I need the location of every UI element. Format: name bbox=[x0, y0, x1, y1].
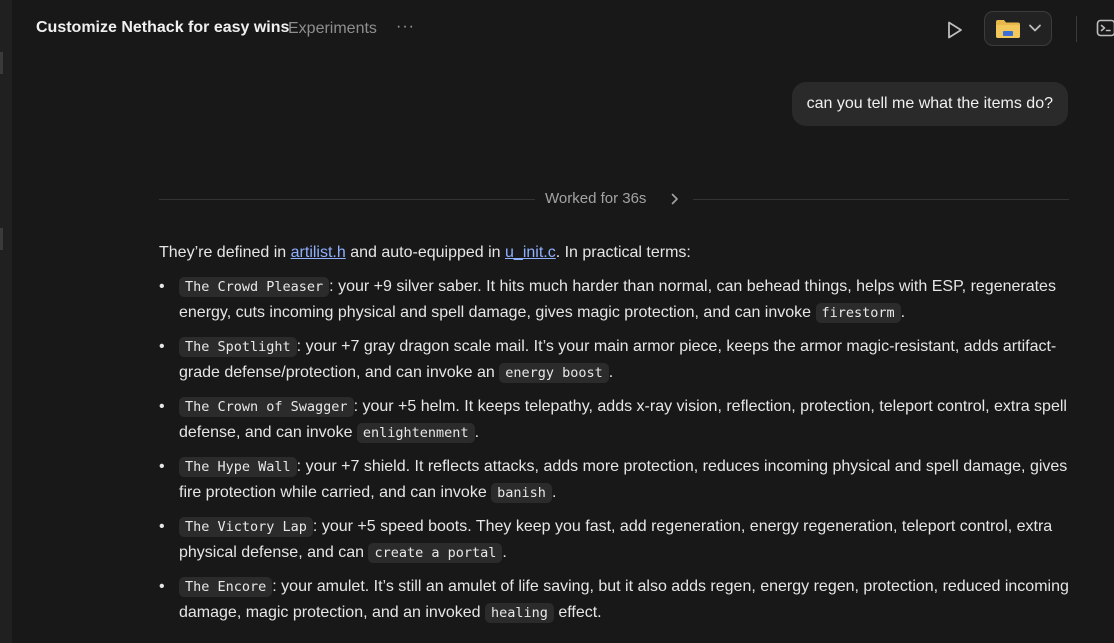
folder-icon bbox=[995, 19, 1021, 39]
item-suffix: . bbox=[608, 364, 614, 381]
item-description: : your +7 shield. It reflects attacks, adds more protection, reduces incoming physical and spell damage, gives fire protection while carried, and can invoke bbox=[179, 458, 1068, 501]
assistant-response bbox=[159, 240, 1074, 634]
invoke-code: energy boost bbox=[499, 363, 609, 383]
artilist-link[interactable]: artilist.h bbox=[290, 244, 346, 261]
item-name-code: The Spotlight bbox=[179, 337, 297, 357]
item-name-code: The Victory Lap bbox=[179, 517, 313, 537]
gutter-marker bbox=[0, 52, 3, 74]
item-description: : your +5 helm. It keeps telepathy, adds x-ray vision, reflection, protection, teleport control, extra spell defense, and can invoke bbox=[179, 398, 1067, 441]
item-description: : your +5 speed boots. They keep you fast, add regeneration, energy regeneration, teleport control, extra physical defense, and can bbox=[179, 518, 1053, 561]
thread-title: Customize Nethack for easy wins bbox=[36, 19, 290, 36]
item-description: : your +7 gray dragon scale mail. It’s your main armor piece, keeps the armor magic-resistant, adds artifact-grade defense/protection, and can invoke an bbox=[179, 338, 1057, 381]
bullet: • bbox=[159, 398, 165, 415]
intro-paragraph bbox=[159, 240, 1074, 266]
chevron-right-icon bbox=[669, 192, 681, 206]
invoke-code: enlightenment bbox=[357, 423, 475, 443]
bullet: • bbox=[159, 338, 165, 355]
item-name-code: The Crown of Swagger bbox=[179, 397, 354, 417]
list-item bbox=[159, 334, 1074, 386]
intro-prefix: They’re defined in bbox=[159, 244, 291, 261]
list-item bbox=[159, 454, 1074, 506]
separator-line bbox=[693, 199, 1069, 200]
workspace-folder-dropdown[interactable] bbox=[984, 11, 1052, 46]
list-item bbox=[159, 514, 1074, 566]
list-item bbox=[159, 274, 1074, 326]
bullet: • bbox=[159, 278, 165, 295]
item-suffix: . bbox=[502, 544, 507, 561]
item-list bbox=[159, 274, 1074, 626]
more-options-button[interactable]: ··· bbox=[396, 18, 415, 35]
bullet: • bbox=[159, 458, 165, 475]
invoke-code: firestorm bbox=[816, 303, 901, 323]
gutter-marker bbox=[0, 228, 3, 250]
list-item bbox=[159, 574, 1074, 626]
item-name-code: The Hype Wall bbox=[179, 457, 297, 477]
terminal-icon bbox=[1096, 18, 1114, 38]
item-suffix: . bbox=[551, 484, 557, 501]
project-name[interactable]: Experiments bbox=[288, 20, 377, 37]
item-suffix: . bbox=[900, 304, 906, 321]
item-name-code: The Crowd Pleaser bbox=[179, 277, 329, 297]
terminal-toggle-button[interactable] bbox=[1096, 18, 1114, 38]
item-suffix: effect. bbox=[553, 604, 602, 621]
header-bar bbox=[12, 0, 1114, 58]
play-icon bbox=[942, 18, 966, 42]
header-divider bbox=[1076, 16, 1077, 42]
chevron-down-icon bbox=[1028, 23, 1042, 33]
invoke-code: banish bbox=[491, 483, 552, 503]
bullet: • bbox=[159, 518, 165, 535]
intro-middle: and auto-equipped in bbox=[345, 244, 506, 261]
invoke-code: create a portal bbox=[368, 543, 502, 563]
separator-line bbox=[159, 199, 535, 200]
run-button[interactable] bbox=[942, 18, 966, 42]
intro-suffix: . In practical terms: bbox=[555, 244, 691, 261]
left-gutter bbox=[0, 0, 12, 643]
bullet: • bbox=[159, 578, 165, 595]
item-suffix: . bbox=[474, 424, 480, 441]
worked-for-label[interactable]: Worked for 36s bbox=[545, 190, 647, 207]
item-description: : your amulet. It’s still an amulet of life saving, but it also adds regen, energy regen, protection, reduced incoming damage, magic protection, and an invoked bbox=[179, 578, 1069, 621]
item-description: : your +9 silver saber. It hits much harder than normal, can behead things, helps with ESP, regenerates energy, cuts incoming physical and spell damage, gives magic protection, and can invoke bbox=[179, 278, 1056, 321]
list-item bbox=[159, 394, 1074, 446]
user-message-bubble: can you tell me what the items do? bbox=[792, 82, 1068, 126]
invoke-code: healing bbox=[485, 603, 554, 623]
item-name-code: The Encore bbox=[179, 577, 272, 597]
worked-for-toggle[interactable] bbox=[159, 188, 1069, 210]
u-init-link[interactable]: u_init.c bbox=[505, 244, 556, 261]
